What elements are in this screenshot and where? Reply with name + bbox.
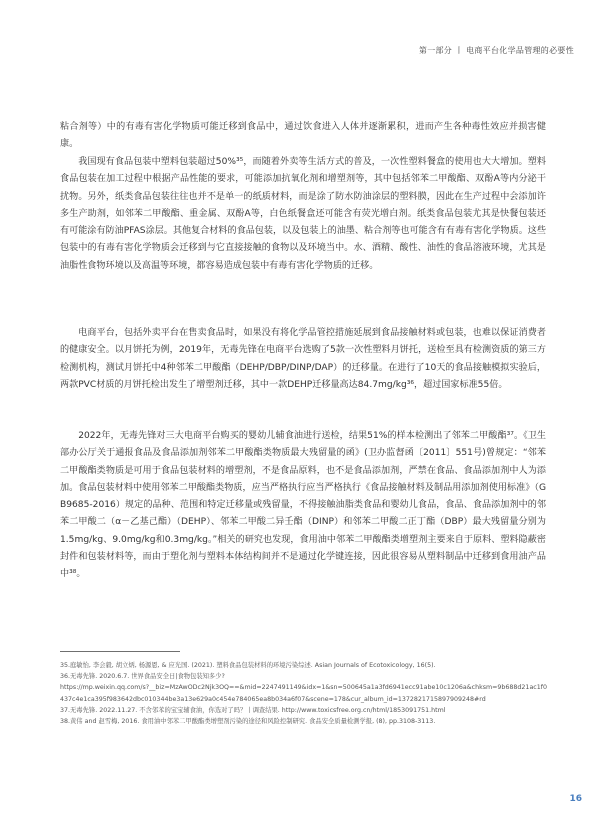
footnote-36: 36.无毒先锋. 2020.6.7. 世界食品安全日|食物包装知多少? <box>60 673 225 681</box>
footnote-37: 37.无毒先锋. 2022.11.27. 不含邻苯的宝宝辅食油，你选对了吗？丨调查结果. http://www.toxicsfree.org.cn/html/1853091751.html <box>60 706 446 714</box>
footnote-35: 35.庭敏怡, 李会毅, 胡立炳, 杨源恩, & 应光国. (2021). 塑料食品包装材料的环境污染综述. Asian Journals of Ecotoxicology, 16(5). <box>60 662 436 669</box>
footnotes <box>60 660 550 727</box>
footnote-36-url[interactable]: https://mp.weixin.qq.com/s?__biz=MzAwODc2Njk3OQ==&mid=2247491149&idx=1&sn=500645a1a3fd6941ecc91abe10c1206a&chksm=9b688d21ac1f0437c4e1ca395f983642dbc010344be3a13e629a0c454e784065ea8b034a6f07&scene=178&cur_album_id=1372821715897909248#rd <box>60 684 547 703</box>
page-number: 16 <box>569 794 582 804</box>
body-paragraph-packaging: 我国现有食品包装中塑料包装超过50%³⁵，而随着外卖等生活方式的普及，一次性塑料餐盒的使用也大大增加。塑料食品包装在加工过程中根据产品性能的要求，可能添加抗氧化剂和增塑剂等，其中包括邻苯二甲酸酯、双酚A等内分泌干扰物。另外，纸类食品包装往往也并不是单一的纸质材料，而是涂了防水防油涂层的塑料膜，因此在生产过程中会添加许多生产助剂，如邻苯二甲酸酯、重金属、双酚A等，白色纸餐盒还可能含有荧光增白剂。纸类食品包装尤其是快餐包装还有可能涂有防油PFAS涂层。其他复合材料的食品包装，以及包装上的油墨、粘合剂等也可能含有有毒有害化学物质。这些包装中的有毒有害化学物质会迁移到与它直接接触的食物以及环境当中。水、酒精、酸性、油性的食品溶液环境，尤其是油脂性食物环境以及高温等环境，都容易造成包装中有毒有害化学物质的迁移。 <box>60 157 546 271</box>
body-paragraph-2022-test: 2022年，无毒先锋对三大电商平台购买的婴幼儿辅食油进行送检，结果51%的样本检测出了邻苯二甲酸酯³⁷。《卫生部办公厅关于通报食品及食品添加剂邻苯二甲酸酯类物质最大残留量的函》(卫办监督函〔2011〕551号)曾规定：“邻苯二甲酸酯类物质是可用于食品包装材料的增塑剂，不是食品原料，也不是食品添加剂，严禁在食品、食品添加剂中人为添加。食品包装材料中使用邻苯二甲酸酯类物质，应当严格执行应当严格执行《食品接触材料及制品用添加剂使用标准》（GB9685-2016）规定的品种、范围和特定迁移量或残留量，不得接触油脂类食品和婴幼儿食品，食品、食品添加剂中的邻苯二甲酸二（α－乙基己酯）（DEHP）、邻苯二甲酸二异壬酯（DINP）和邻苯二甲酸二正丁酯（DBP）最大残留量分别为1.5mg/kg、9.0mg/kg和0.3mg/kg。”相关的研究也发现，食用油中邻苯二甲酸酯类增塑剂主要来自于原料、塑料隐蔽密封件和包装材料等，而由于塑化剂与塑料本体结构间并不是通过化学键连接，因此很容易从塑料制品中迁移到食用油产品中³⁸。 <box>60 431 546 580</box>
footnote-38: 38.黄伟 and 赵雪梅, 2016. 食用油中邻苯二甲酸酯类增塑剂污染的途径和风险控制研究. 食品安全质量检测学报, (8), pp.3108-3113. <box>60 718 436 726</box>
body-paragraph-ecommerce: 电商平台，包括外卖平台在售卖食品时，如果没有将化学品管控措施延展到食品接触材料或包装，也难以保证消费者的健康安全。以月饼托为例，2019年，无毒先锋在电商平台选购了5款一次性塑料月饼托，送检至具有检测资质的第三方检测机构，测试月饼托中4种邻苯二甲酸酯（DEHP/DBP/DINP/DAP）的迁移量。在进行了10天的食品接触模拟实验后，两款PVC材质的月饼托检出发生了增塑剂迁移，其中一款DEHP迁移量高达84.7mg/kg³⁶，超过国家标准55倍。 <box>60 328 546 390</box>
body-paragraph-continued: 粘合剂等）中的有毒有害化学物质可能迁移到食品中，通过饮食进入人体并逐渐累积，进而产生各种毒性效应并损害健康。 <box>60 122 546 150</box>
running-header: 第一部分 丨 电商平台化学品管理的必要性 <box>418 46 574 55</box>
footnote-divider <box>60 651 180 652</box>
